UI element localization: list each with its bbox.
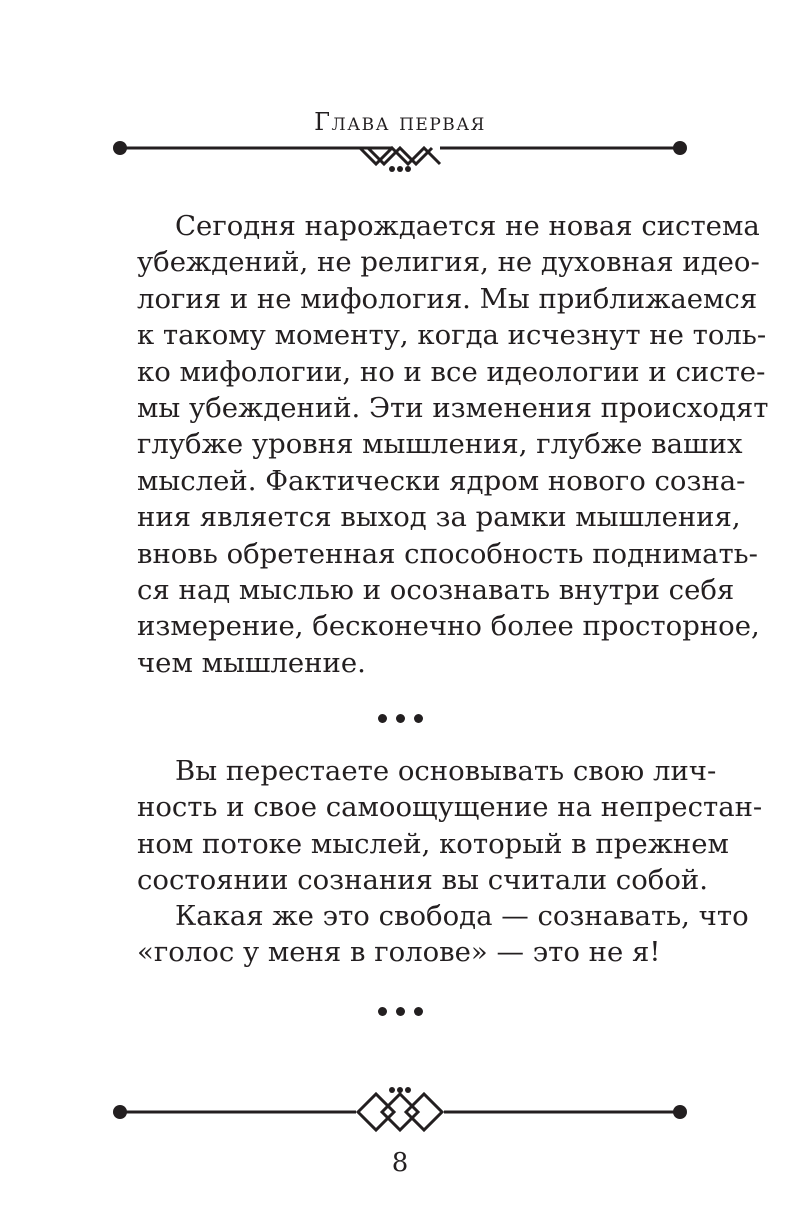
text-line: ность и свое самоощущение на непрестан-	[137, 791, 763, 824]
separator-dot	[414, 714, 423, 723]
text-line: вновь обретенная способность поднимать-	[137, 537, 758, 570]
text-line: Какая же это свобода — сознавать, что	[175, 900, 749, 932]
text-line: глубже уровня мышления, глубже ваших	[137, 428, 743, 461]
section-separator	[0, 714, 800, 723]
separator-dot	[396, 714, 405, 723]
text-line: мыслей. Фактически ядром нового созна-	[137, 464, 746, 497]
text-line: «голос у меня в голове» — это не я!	[137, 936, 661, 969]
text-line: мы убеждений. Эти изменения происходят	[137, 392, 769, 425]
paragraph-3	[137, 898, 749, 971]
text-line: измерение, бесконечно более просторное,	[137, 610, 760, 643]
text-line: состоянии сознания вы считали собой.	[137, 864, 708, 897]
text-line: убеждений, не религия, не духовная идео-	[137, 246, 760, 279]
text-line: ко мифологии, но и все идеологии и систе-	[137, 355, 766, 388]
paragraph-1	[137, 208, 769, 681]
separator-dot	[414, 1007, 423, 1016]
bottom-ornament	[0, 1086, 800, 1146]
paragraph-2	[137, 753, 763, 899]
text-line: чем мышление.	[137, 646, 366, 679]
text-line: ном потоке мыслей, который в прежнем	[137, 827, 729, 860]
text-line: к такому моменту, когда исчезнут не толь-	[137, 319, 767, 352]
text-line: Вы перестаете основывать свою лич-	[175, 755, 717, 787]
text-line: ся над мыслью и осознавать внутри себя	[137, 574, 735, 607]
section-separator	[0, 1007, 800, 1016]
separator-dot	[378, 714, 387, 723]
page-number: 8	[391, 1148, 409, 1178]
top-ornament	[0, 120, 800, 180]
text-line: ния является выход за рамки мышления,	[137, 501, 741, 534]
separator-dot	[396, 1007, 405, 1016]
chapter-title: Глава первая	[314, 108, 486, 136]
separator-dot	[378, 1007, 387, 1016]
text-line: логия и не мифология. Мы приближаемся	[137, 282, 758, 315]
text-line: Сегодня нарождается не новая система	[175, 210, 760, 242]
